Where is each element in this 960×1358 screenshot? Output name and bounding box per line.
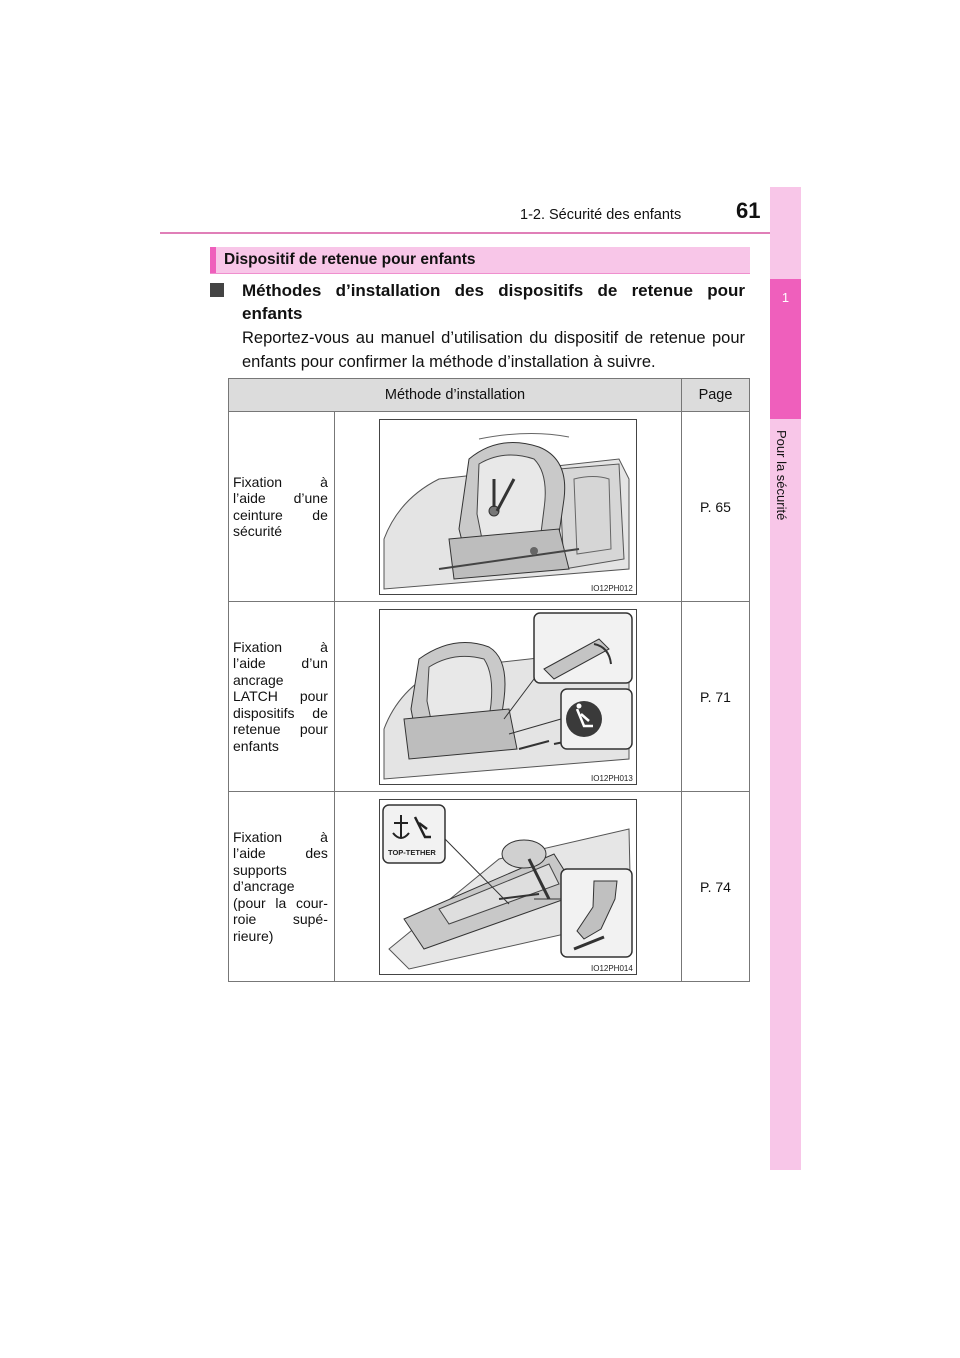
top-tether-install-illustration [379,799,637,975]
running-header-section: 1-2. Sécurité des enfants [520,207,682,223]
figure-cell [334,412,681,602]
method-cell: Fixation à l’aide d’un ancrage LATCH pour dispositifs de retenue pour enfants [229,602,335,792]
top-tether-label: TOP-TETHER [387,847,436,857]
header-method: Méthode d’installation [229,379,682,412]
table-row [229,602,750,792]
page-reference: P. 71 [682,602,750,792]
header-page: Page [682,379,750,412]
figure-code: IO12PH012 [590,583,633,593]
chapter-number: 1 [781,290,790,305]
page-number: 61 [736,198,761,223]
subsection-body: Reportez-vous au manuel d’utilisation du dispositif de retenue pour enfants pour confirmer la méthode d’installation à suivre. [242,329,745,371]
subsection-heading: Méthodes d’installation des dispositifs de retenue pour enfants [242,281,745,323]
table-row [229,792,750,982]
page-reference: P. 74 [682,792,750,982]
header-rule [160,232,800,234]
section-title: Dispositif de retenue pour enfants [224,251,476,268]
title-accent [210,247,216,273]
section-title-bar [210,247,750,274]
table-header-row [229,379,750,412]
figure-code: IO12PH013 [590,773,633,783]
square-bullet-icon [210,283,224,297]
method-cell: Fixation à l’aide des supports d’ancrage (pour la cour-roie supé-rieure) [229,792,335,982]
installation-methods-table [228,378,750,982]
figure-code: IO12PH014 [590,963,633,973]
table-row [229,412,750,602]
figure-cell [334,792,681,982]
seatbelt-install-illustration [379,419,637,595]
chapter-title: Pour la sécurité [774,430,789,521]
figure-cell [334,602,681,792]
latch-install-illustration [379,609,637,785]
method-cell: Fixation à l’aide d’une ceinture de sécurité [229,412,335,602]
page-reference: P. 65 [682,412,750,602]
